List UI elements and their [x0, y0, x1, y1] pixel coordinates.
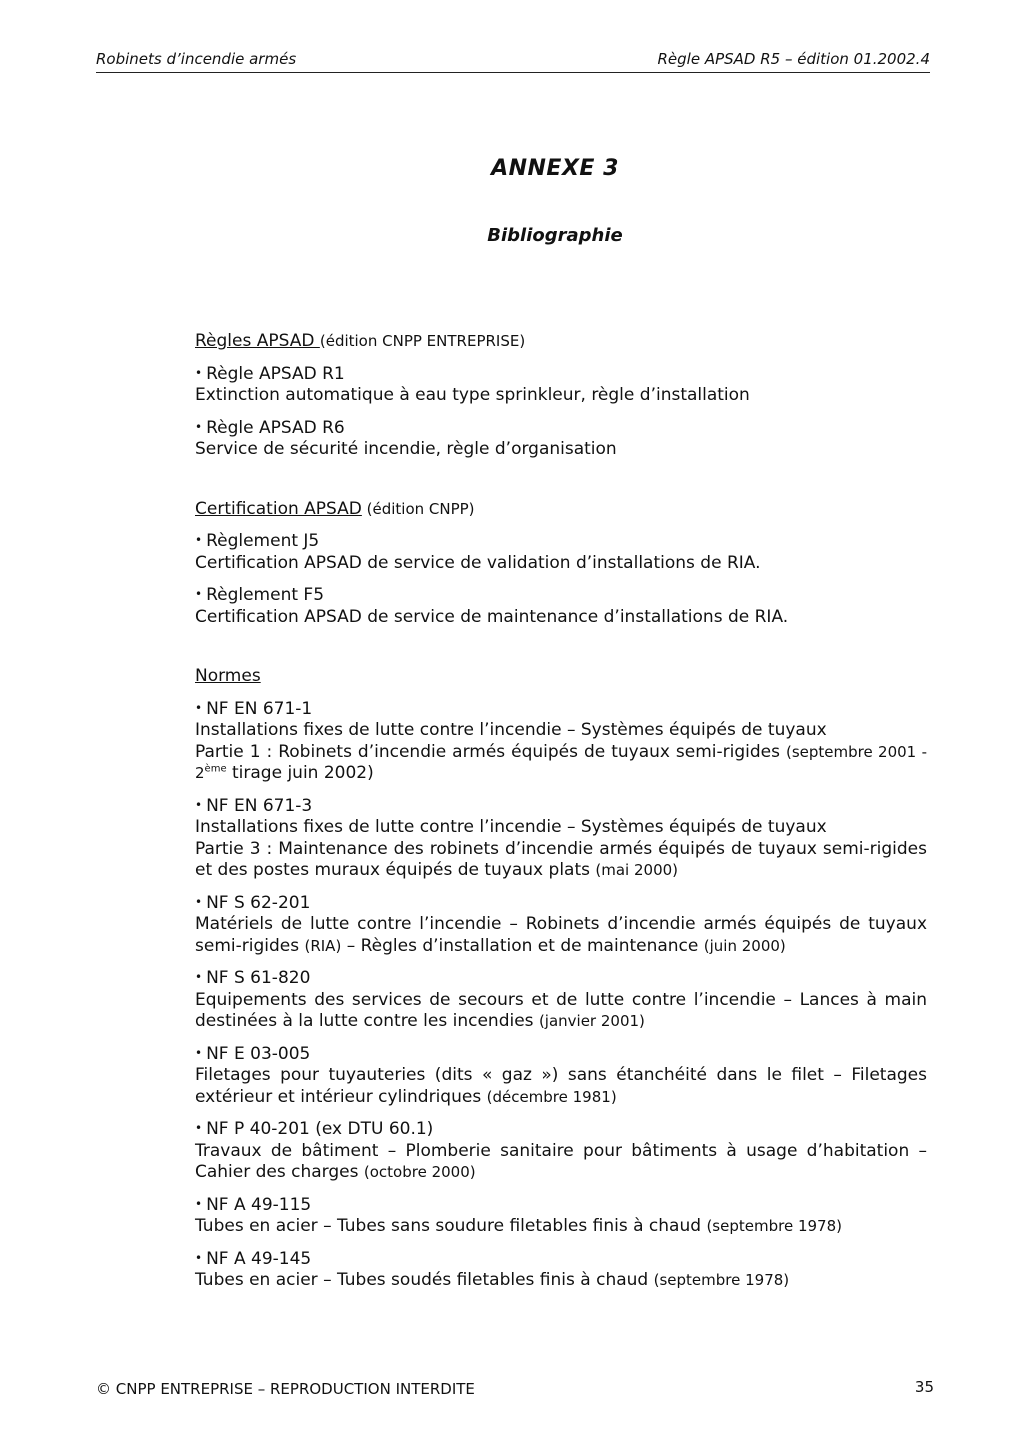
page-number: 35	[914, 1378, 934, 1396]
section-certification-apsad	[195, 499, 927, 629]
entry-reference	[195, 1248, 927, 1271]
entry-ref-text: Règle APSAD R1	[206, 363, 345, 384]
entry-date: (juin 2000)	[703, 936, 786, 955]
entry-reference	[195, 1043, 927, 1066]
bibliography-entry	[195, 530, 927, 574]
section-heading	[195, 666, 927, 688]
footer-copyright: © CNPP ENTREPRISE – REPRODUCTION INTERDITE	[96, 1380, 475, 1398]
annex-title: ANNEXE 3	[491, 156, 619, 181]
bibliography-entry	[195, 892, 927, 958]
header-rule-edition: Règle APSAD R5 – édition 01.2002.4	[657, 50, 930, 68]
entry-ref-text: NF EN 671-3	[206, 795, 313, 816]
bibliography-entry	[195, 363, 927, 407]
bullet-icon: •	[195, 533, 203, 547]
bullet-icon: •	[195, 1045, 203, 1060]
bibliography-entry	[195, 1194, 927, 1238]
entry-description: Service de sécurité incendie, règle d’organisation	[195, 439, 617, 459]
entry-description-line: Tubes en acier – Tubes soudés filetables finis à chaud	[195, 1270, 654, 1290]
bibliography-entry	[195, 698, 927, 785]
section-heading-text: Règles APSAD	[195, 331, 320, 351]
entry-description	[195, 817, 927, 882]
entry-description-line: Equipements des services de secours et de lutte contre l’incendie – Lances à main destinées à la lutte contre les incendies	[195, 989, 927, 1031]
entry-description-line: Matériels de lutte contre l’incendie – Robinets d’incendie armés équipés de tuyaux semi-rigides	[195, 914, 927, 956]
entry-ref-text: NF E 03-005	[206, 1043, 311, 1064]
entry-date: (janvier 2001)	[538, 1012, 645, 1030]
entry-date: (septembre 1978)	[706, 1217, 842, 1235]
bibliography-entry	[195, 795, 927, 882]
bibliography-entry	[195, 1043, 927, 1109]
bullet-icon: •	[195, 894, 203, 909]
section-edition: (édition CNPP)	[361, 499, 475, 518]
bullet-icon: •	[195, 700, 203, 715]
entry-ref-text: NF S 62-201	[206, 892, 311, 913]
bullet-icon: •	[195, 797, 203, 812]
bibliography-entry	[195, 584, 927, 628]
entry-ref-text: NF P 40-201 (ex DTU 60.1)	[206, 1119, 434, 1139]
entry-description	[195, 720, 927, 785]
entry-description	[195, 914, 927, 957]
entry-description-line: Partie 3 : Maintenance des robinets d’incendie armés équipés de tuyaux semi-rigides et des postes muraux équipés de tuyaux plats	[195, 838, 927, 880]
entry-reference	[195, 967, 927, 990]
entry-abbreviation: (RIA)	[304, 936, 342, 955]
section-heading-text: Normes	[195, 666, 261, 686]
entry-description-line: Installations fixes de lutte contre l’incendie – Systèmes équipés de tuyaux	[195, 720, 827, 740]
bullet-icon: •	[195, 970, 203, 984]
entry-date: (septembre 1978)	[653, 1271, 790, 1289]
bibliography-entry	[195, 1248, 927, 1292]
entry-reference	[195, 584, 927, 607]
section-edition: (édition CNPP ENTREPRISE)	[319, 332, 526, 350]
entry-ref-text: NF S 61-820	[206, 968, 311, 988]
entry-description	[195, 1141, 927, 1184]
entry-description: Extinction automatique à eau type sprinkleur, règle d’installation	[195, 385, 750, 405]
entry-ref-text: Règlement F5	[206, 585, 325, 605]
entry-reference	[195, 417, 927, 440]
bibliography-entry	[195, 967, 927, 1033]
section-regles-apsad	[195, 331, 927, 461]
entry-ref-text: Règlement J5	[206, 531, 320, 551]
entry-date: (octobre 2000)	[363, 1163, 476, 1181]
entry-superscript: ème	[204, 763, 227, 775]
bullet-icon: •	[195, 365, 203, 380]
bullet-icon: •	[195, 419, 203, 434]
bullet-icon: •	[195, 1121, 203, 1135]
entry-description-line: Filetages pour tuyauteries (dits « gaz ») sans étanchéité dans le filet – Filetages extérieur et intérieur cylindriques	[195, 1065, 927, 1107]
entry-reference	[195, 1194, 927, 1217]
entry-date: tirage juin 2002)	[226, 763, 374, 783]
entry-description: Certification APSAD de service de maintenance d’installations de RIA.	[195, 606, 789, 627]
annex-subtitle: Bibliographie	[487, 225, 623, 246]
page-header	[96, 50, 930, 73]
bullet-icon: •	[195, 587, 203, 601]
entry-description-line: – Règles d’installation et de maintenance	[341, 935, 704, 956]
bullet-icon: •	[195, 1250, 203, 1265]
entry-description-line: Installations fixes de lutte contre l’incendie – Systèmes équipés de tuyaux	[195, 817, 827, 837]
entry-date: (septembre 2001 - 2	[195, 742, 927, 782]
bullet-icon: •	[195, 1196, 203, 1211]
bibliography-entry	[195, 1118, 927, 1184]
entry-description	[195, 990, 927, 1033]
entry-reference	[195, 530, 927, 553]
section-normes	[195, 666, 927, 1292]
entry-reference	[195, 1118, 927, 1141]
bibliography-entry	[195, 417, 927, 461]
entry-ref-text: NF EN 671-1	[206, 698, 313, 719]
section-heading-text: Certification APSAD	[195, 498, 362, 519]
entry-description	[195, 1216, 927, 1238]
entry-date: (décembre 1981)	[486, 1087, 617, 1106]
entry-description	[195, 1270, 927, 1292]
entry-description-line: Travaux de bâtiment – Plomberie sanitaire pour bâtiments à usage d’habitation – Cahier des charges	[195, 1140, 927, 1182]
entry-reference	[195, 698, 927, 721]
entry-ref-text: NF A 49-145	[206, 1248, 312, 1269]
entry-description-line: Partie 1 : Robinets d’incendie armés équipés de tuyaux semi-rigides	[195, 741, 786, 762]
section-heading	[195, 331, 927, 353]
entry-reference	[195, 363, 927, 386]
entry-reference	[195, 795, 927, 818]
entry-ref-text: NF A 49-115	[206, 1194, 312, 1215]
entry-description: Certification APSAD de service de validation d’installations de RIA.	[195, 552, 761, 573]
bibliography-content	[195, 331, 927, 1330]
entry-description	[195, 1065, 927, 1108]
entry-date: (mai 2000)	[595, 861, 679, 879]
entry-description-line: Tubes en acier – Tubes sans soudure filetables finis à chaud	[195, 1216, 707, 1236]
entry-ref-text: Règle APSAD R6	[206, 417, 345, 438]
header-document-title: Robinets d’incendie armés	[96, 50, 297, 68]
entry-reference	[195, 892, 927, 915]
section-heading	[195, 499, 927, 521]
